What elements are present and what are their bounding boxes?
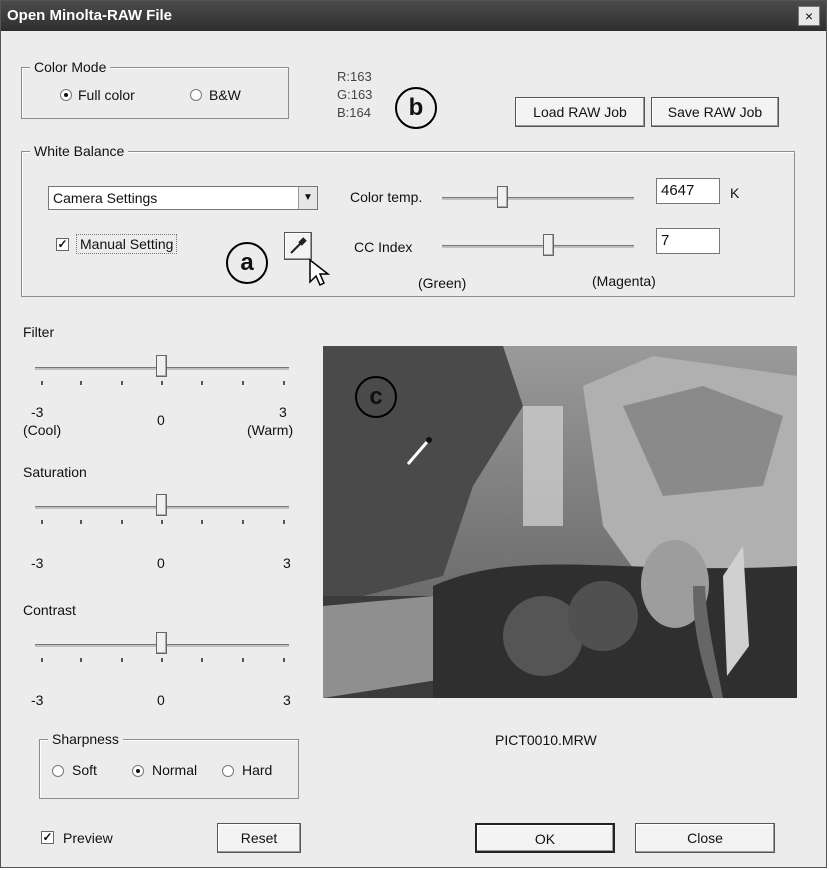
color-temp-label: Color temp. [350, 189, 423, 205]
contrast-max-label: 3 [283, 692, 291, 708]
callout-c: c [355, 376, 397, 418]
contrast-tick [283, 658, 285, 662]
eyedropper-icon [287, 235, 309, 257]
color-temp-unit: K [730, 185, 740, 201]
window-title: Open Minolta-RAW File [7, 7, 172, 24]
sharpness-hard-label: Hard [242, 762, 273, 778]
filter-tick [242, 381, 244, 385]
filter-tick [80, 381, 82, 385]
filter-max-label: 3 [279, 404, 287, 420]
title-bar[interactable] [1, 1, 826, 31]
sharpness-normal-label: Normal [152, 762, 198, 778]
white-balance-group [21, 143, 795, 297]
saturation-tick [80, 520, 82, 524]
white-balance-mode-value: Camera Settings [53, 190, 158, 206]
preview-checkbox[interactable]: ✓ [42, 830, 53, 844]
ok-button[interactable]: OK [475, 823, 615, 853]
sharpness-group [39, 731, 299, 799]
bw-radio[interactable] [190, 89, 202, 101]
green-label: (Green) [418, 275, 467, 291]
full-color-label: Full color [78, 87, 135, 103]
saturation-tick [41, 520, 43, 524]
saturation-tick [121, 520, 123, 524]
filter-tick [201, 381, 203, 385]
color-mode-group [21, 59, 289, 119]
saturation-tick [242, 520, 244, 524]
rgb-b-value: B:164 [337, 105, 371, 120]
close-window-button[interactable]: × [798, 6, 820, 26]
chevron-down-icon[interactable]: ▼ [298, 187, 317, 209]
cc-index-input[interactable]: 7 [656, 228, 720, 254]
filter-label: Filter [23, 324, 55, 340]
saturation-slider-thumb[interactable] [156, 494, 167, 516]
saturation-max-label: 3 [283, 555, 291, 571]
contrast-tick [201, 658, 203, 662]
preview-checkbox-label: Preview [63, 830, 113, 846]
saturation-min-label: -3 [31, 555, 44, 571]
filter-cool-label: (Cool) [23, 422, 62, 438]
contrast-min-label: -3 [31, 692, 44, 708]
contrast-tick [80, 658, 82, 662]
color-temp-slider-thumb[interactable] [497, 186, 508, 208]
manual-setting-checkbox[interactable]: ✓ [57, 237, 68, 251]
color-mode-legend: Color Mode [30, 58, 110, 76]
load-raw-job-button[interactable]: Load RAW Job [515, 97, 645, 127]
rgb-g-value: G:163 [337, 87, 373, 102]
sharpness-hard-radio[interactable] [222, 765, 234, 777]
preview-image[interactable] [323, 346, 797, 698]
filter-mid-label: 0 [157, 412, 165, 428]
contrast-tick [41, 658, 43, 662]
filter-tick [161, 381, 163, 385]
cc-index-label: CC Index [354, 239, 413, 255]
saturation-tick [283, 520, 285, 524]
callout-a: a [226, 242, 268, 284]
sharpness-legend: Sharpness [48, 730, 123, 748]
filter-slider-thumb[interactable] [156, 355, 167, 377]
saturation-tick [201, 520, 203, 524]
filename-label: PICT0010.MRW [495, 732, 597, 748]
white-balance-legend: White Balance [30, 142, 128, 160]
cc-index-slider-track[interactable] [442, 245, 634, 248]
filter-tick [41, 381, 43, 385]
white-balance-mode-select[interactable] [48, 186, 318, 210]
filter-tick [283, 381, 285, 385]
filter-warm-label: (Warm) [247, 422, 294, 438]
eyedropper-button[interactable] [284, 232, 312, 260]
saturation-tick [161, 520, 163, 524]
full-color-radio[interactable] [60, 89, 72, 101]
sharpness-soft-label: Soft [72, 762, 97, 778]
color-temp-slider-track[interactable] [442, 197, 634, 200]
contrast-mid-label: 0 [157, 692, 165, 708]
contrast-label: Contrast [23, 602, 76, 618]
contrast-tick [242, 658, 244, 662]
sharpness-soft-radio[interactable] [52, 765, 64, 777]
save-raw-job-button[interactable]: Save RAW Job [651, 97, 779, 127]
rgb-r-value: R:163 [337, 69, 372, 84]
manual-setting-label: Manual Setting [76, 234, 177, 254]
sharpness-normal-radio[interactable] [132, 765, 144, 777]
contrast-tick [121, 658, 123, 662]
saturation-label: Saturation [23, 464, 87, 480]
color-temp-input[interactable]: 4647 [656, 178, 720, 204]
close-button[interactable]: Close [635, 823, 775, 853]
bw-label: B&W [209, 87, 241, 103]
contrast-slider-thumb[interactable] [156, 632, 167, 654]
callout-b: b [395, 87, 437, 129]
cc-index-slider-thumb[interactable] [543, 234, 554, 256]
saturation-mid-label: 0 [157, 555, 165, 571]
mouse-cursor-icon [308, 258, 334, 288]
magenta-label: (Magenta) [592, 273, 656, 289]
contrast-tick [161, 658, 163, 662]
filter-tick [121, 381, 123, 385]
reset-button[interactable]: Reset [217, 823, 301, 853]
filter-min-label: -3 [31, 404, 44, 420]
